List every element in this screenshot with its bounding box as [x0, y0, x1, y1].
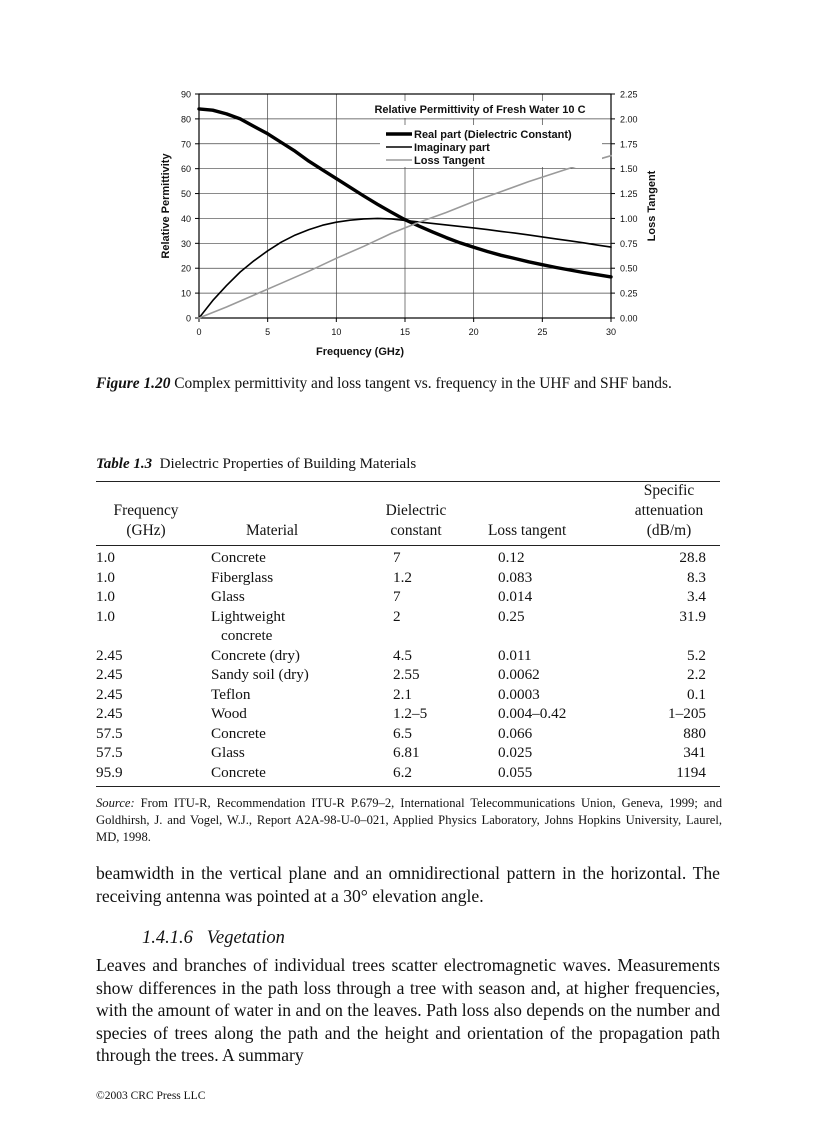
copyright-footer: ©2003 CRC Press LLC — [96, 1090, 206, 1102]
cell-lt: 0.004–0.42 — [498, 705, 567, 722]
cell-material: Wood — [211, 705, 247, 722]
y2-tick-label: 1.25 — [620, 189, 638, 200]
cell-att: 28.8 — [679, 549, 706, 566]
cell-att: 880 — [683, 724, 706, 742]
cell-lt: 0.014 — [498, 588, 533, 605]
cell-material: Lightweight — [211, 607, 286, 625]
cell-att: 8.3 — [687, 568, 706, 586]
cell-material: Sandy soil (dry) — [211, 666, 309, 683]
body-paragraph-1: beamwidth in the vertical plane and an omnidirectional pattern in the horizontal. The receiving antenna was pointed at a 30° elevation angle. — [96, 863, 720, 906]
table-title-text: Dielectric Properties of Building Materials — [159, 456, 417, 472]
section-number: 1.4.1.6 — [142, 928, 193, 948]
figure-label: Figure 1.20 — [96, 375, 171, 392]
cell-lt: 0.083 — [498, 568, 533, 586]
x-tick-label: 15 — [399, 327, 411, 337]
cell-material-continued: concrete — [221, 627, 273, 644]
cell-freq: 1.0 — [96, 549, 115, 566]
section-title: Vegetation — [206, 928, 285, 948]
y2-tick-label: 2.25 — [620, 89, 638, 100]
y-tick-label: 30 — [180, 238, 191, 249]
y-tick-label: 70 — [180, 139, 191, 150]
cell-material: Glass — [211, 588, 245, 605]
cell-dc: 7 — [393, 549, 401, 566]
cell-material: Concrete — [211, 763, 266, 781]
source-label: Source: — [96, 796, 135, 810]
y-tick-label: 40 — [180, 213, 191, 224]
permittivity-chart — [150, 82, 680, 364]
cell-freq: 95.9 — [96, 763, 123, 781]
table-source-note — [96, 795, 722, 846]
x-tick-label: 5 — [265, 327, 271, 337]
x-tick-label: 10 — [331, 327, 342, 337]
y2-tick-label: 0.00 — [620, 313, 638, 324]
cell-material: Concrete — [211, 724, 266, 742]
y2-tick-label: 1.00 — [620, 213, 638, 224]
y-tick-label: 60 — [180, 164, 191, 175]
y-tick-label: 0 — [185, 313, 191, 324]
header-material: Material — [246, 522, 299, 539]
y-tick-label: 20 — [180, 263, 191, 274]
cell-material: Concrete (dry) — [211, 646, 300, 664]
cell-freq: 1.0 — [96, 607, 115, 625]
y-axis-label: Relative Permittivity — [160, 153, 172, 259]
y2-tick-label: 0.25 — [620, 288, 638, 299]
x-tick-label: 0 — [196, 327, 202, 337]
y2-tick-label: 0.75 — [620, 238, 638, 249]
y-tick-label: 10 — [180, 288, 191, 299]
cell-freq: 1.0 — [96, 568, 115, 586]
cell-lt: 0.066 — [498, 724, 533, 742]
y-tick-label: 90 — [180, 89, 191, 100]
x-tick-label: 20 — [468, 327, 479, 337]
legend-label: Loss Tangent — [414, 155, 485, 167]
cell-att: 341 — [683, 744, 706, 761]
figure-caption-text: Complex permittivity and loss tangent vs. frequency in the UHF and SHF bands. — [174, 375, 672, 392]
cell-lt: 0.0003 — [498, 685, 540, 703]
y2-tick-label: 0.50 — [620, 263, 638, 274]
cell-dc: 4.5 — [393, 646, 412, 664]
cell-dc: 6.81 — [393, 744, 420, 761]
cell-att: 2.2 — [687, 666, 706, 683]
cell-material: Teflon — [211, 685, 251, 703]
chart-title: Relative Permittivity of Fresh Water 10 C — [374, 104, 586, 116]
cell-dc: 6.2 — [393, 763, 412, 781]
x-tick-label: 30 — [605, 327, 617, 337]
section-heading — [142, 928, 285, 949]
cell-lt: 0.12 — [498, 549, 525, 566]
cell-material: Concrete — [211, 549, 266, 566]
cell-dc: 1.2–5 — [393, 705, 428, 722]
header-attenuation: Specific attenuation (dB/m) — [634, 482, 704, 539]
cell-dc: 7 — [393, 588, 401, 605]
table-bottom-rule — [96, 786, 720, 787]
cell-dc: 2 — [393, 607, 401, 625]
source-text: From ITU-R, Recommendation ITU-R P.679–2, International Telecommunications Union, Geneva, 1999; and Goldhirsh, J. and Vogel, W.J., Report A2A-98-U-0–021, Applied Physics Laboratory, Johns Hopkins University, Laurel, MD, 1998. — [96, 796, 722, 844]
cell-att: 1–205 — [668, 705, 706, 722]
cell-freq: 2.45 — [96, 646, 123, 664]
cell-lt: 0.025 — [498, 744, 533, 761]
x-axis-label: Frequency (GHz) — [315, 346, 405, 358]
cell-lt: 0.0062 — [498, 666, 540, 683]
cell-freq: 2.45 — [96, 685, 123, 703]
cell-att: 3.4 — [687, 588, 706, 605]
y2-tick-label: 1.50 — [620, 164, 638, 175]
cell-att: 31.9 — [679, 607, 706, 625]
cell-freq: 2.45 — [96, 666, 123, 683]
table-title — [96, 456, 416, 473]
header-loss-tangent: Loss tangent — [488, 522, 567, 539]
cell-dc: 1.2 — [393, 568, 412, 586]
cell-lt: 0.25 — [498, 607, 525, 625]
y-tick-label: 80 — [180, 114, 191, 125]
cell-lt: 0.055 — [498, 763, 533, 781]
header-dielectric: Dielectric constant — [385, 502, 447, 539]
y2-tick-label: 2.00 — [620, 114, 638, 125]
cell-dc: 2.1 — [393, 685, 412, 703]
body-paragraph-2: Leaves and branches of individual trees scatter electromagnetic waves. Measurements show differences in the path loss through a tree with season and, at higher frequencies, with the amount of water in and on the leaves. Path loss also depends on the number and species of trees along the path and the height and orientation of the propagation path through the trees. A summary — [96, 955, 720, 1065]
table-label: Table 1.3 — [96, 456, 153, 472]
y-tick-label: 50 — [180, 189, 191, 200]
cell-freq: 57.5 — [96, 744, 123, 761]
y2-axis-label: Loss Tangent — [646, 170, 658, 242]
legend-label: Imaginary part — [414, 142, 490, 154]
cell-freq: 2.45 — [96, 705, 123, 722]
cell-dc: 6.5 — [393, 724, 412, 742]
cell-lt: 0.011 — [498, 646, 532, 664]
cell-att: 5.2 — [687, 646, 706, 664]
cell-material: Fiberglass — [211, 568, 274, 586]
y2-tick-label: 1.75 — [620, 139, 638, 150]
x-tick-label: 25 — [537, 327, 548, 337]
cell-att: 0.1 — [687, 685, 706, 703]
legend-label: Real part (Dielectric Constant) — [414, 129, 572, 141]
figure-caption — [96, 374, 722, 394]
cell-material: Glass — [211, 744, 245, 761]
cell-att: 1194 — [676, 763, 706, 781]
cell-freq: 1.0 — [96, 588, 115, 605]
table-header-rule — [96, 545, 720, 546]
header-frequency: Frequency (GHz) — [113, 502, 179, 539]
cell-dc: 2.55 — [393, 666, 420, 683]
cell-freq: 57.5 — [96, 724, 123, 742]
